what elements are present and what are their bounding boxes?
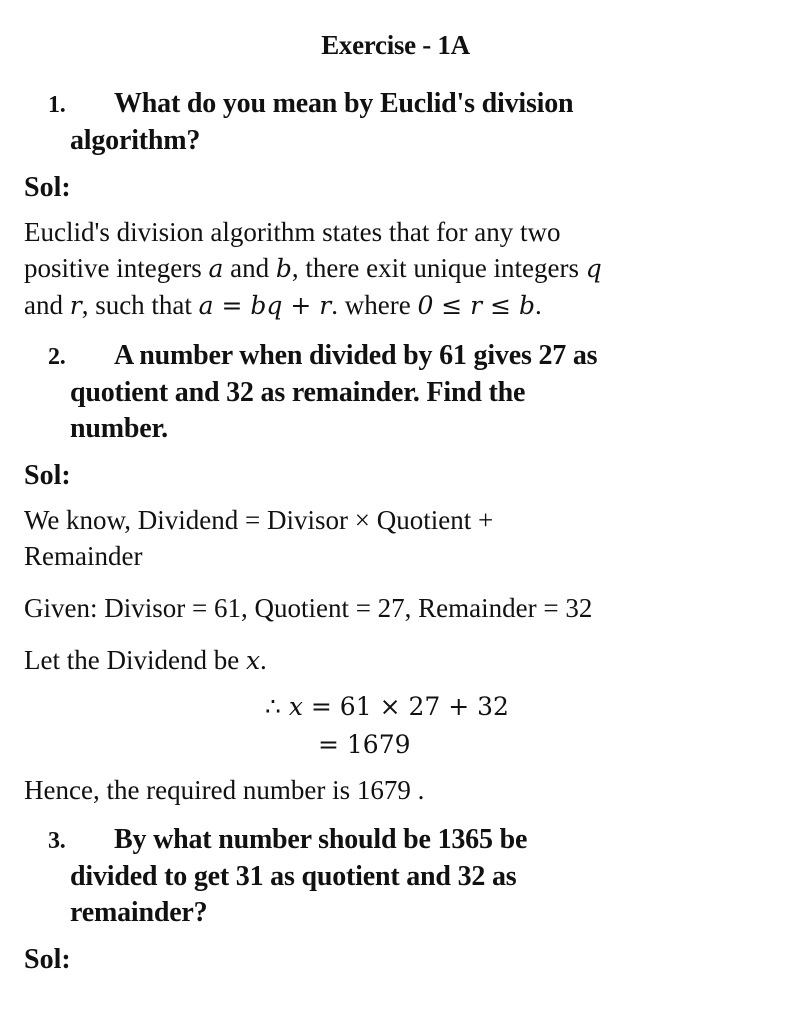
question-text-line: number.	[70, 413, 168, 444]
question-text-line: A number when divided by 61 gives 27 as	[114, 340, 598, 371]
solution-2-calc-line2: = 1679	[318, 730, 411, 759]
question-text-line: By what number should be 1365 be	[114, 824, 528, 855]
solution-label: Sol:	[24, 172, 71, 203]
math-variable: a	[208, 254, 224, 283]
question-number: 3.	[48, 828, 66, 854]
solution-label: Sol:	[24, 460, 71, 491]
math-variable: q	[585, 254, 602, 283]
solution-line: Euclid's division algorithm states that for any two	[24, 217, 561, 247]
solution-line	[24, 250, 602, 287]
math-variable: x	[245, 646, 261, 675]
text-fragment: , there exit unique integers	[291, 253, 586, 283]
text-fragment: , such that	[81, 290, 199, 320]
question-text-line: What do you mean by Euclid's division	[114, 88, 574, 119]
question-text-line: algorithm?	[70, 125, 201, 156]
text-fragment: Let the Dividend be	[24, 645, 246, 675]
solution-2-calc-line1	[265, 692, 509, 721]
question-number: 1.	[48, 92, 66, 118]
solution-label: Sol:	[24, 944, 71, 975]
question-3	[48, 822, 527, 931]
math-equation: a = bq + r	[198, 291, 332, 320]
solution-line: Remainder	[24, 541, 143, 571]
question-1	[48, 86, 573, 159]
question-2	[48, 338, 597, 447]
math-variable: x	[288, 692, 303, 721]
text-fragment: and	[24, 290, 70, 320]
question-text-line: divided to get 31 as quotient and 32 as	[70, 861, 517, 892]
question-text-line: quotient and 32 as remainder. Find the	[70, 377, 526, 408]
text-fragment: positive integers	[24, 253, 209, 283]
math-expression: = 61 × 27 + 32	[302, 692, 509, 721]
text-fragment: .	[534, 290, 542, 320]
solution-line: We know, Dividend = Divisor × Quotient +	[24, 505, 494, 535]
therefore-symbol: ∴	[265, 692, 289, 721]
solution-2-let	[24, 642, 267, 679]
question-number: 2.	[48, 344, 66, 370]
solution-2-formula	[24, 502, 493, 574]
math-variable: b	[275, 254, 292, 283]
math-variable: r	[69, 291, 82, 320]
text-fragment: . where	[331, 290, 418, 320]
math-inequality: 0 ≤ r ≤ b	[417, 291, 535, 320]
text-fragment: .	[260, 645, 267, 675]
solution-2-given: Given: Divisor = 61, Quotient = 27, Remainder = 32	[24, 593, 593, 623]
solution-line	[24, 287, 602, 324]
exercise-title: Exercise - 1A	[321, 30, 470, 60]
solution-2-conclusion: Hence, the required number is 1679 .	[24, 775, 425, 805]
question-text-line: remainder?	[70, 897, 208, 928]
solution-1-text	[24, 214, 602, 324]
text-fragment: and	[223, 253, 276, 283]
